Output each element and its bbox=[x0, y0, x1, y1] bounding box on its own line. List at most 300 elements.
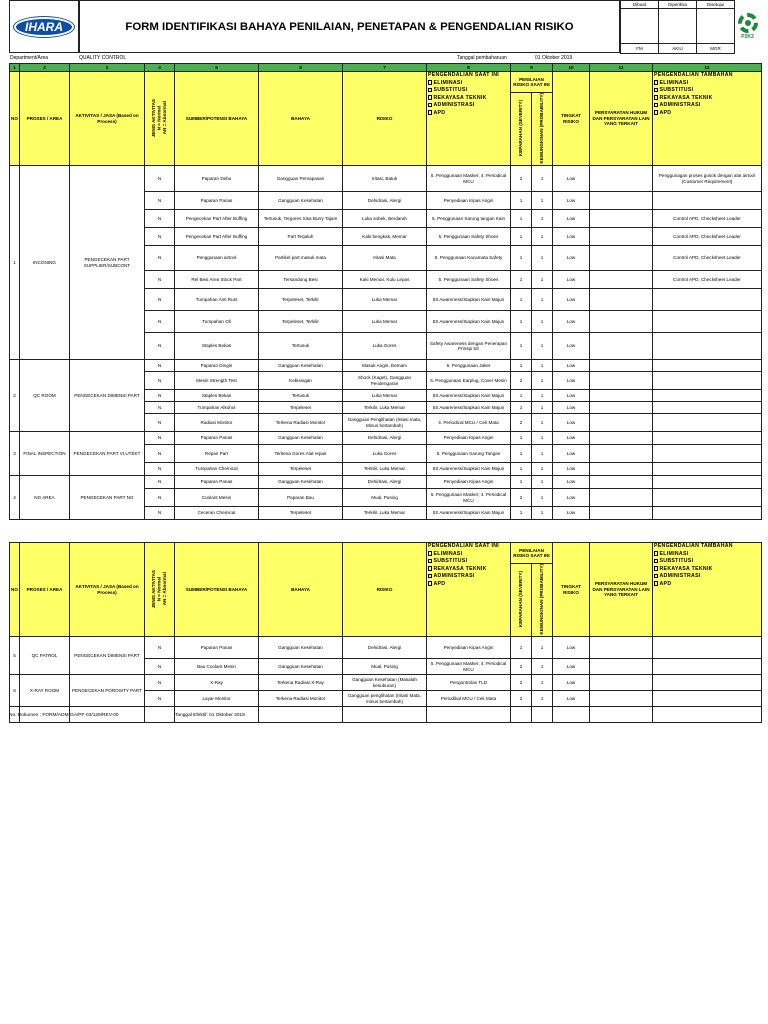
row-activity: PENGECEKAN PART NG bbox=[70, 476, 145, 520]
pengendalian-item: SUBSTITUSI bbox=[428, 87, 509, 95]
cell-kemungkinan: 1 bbox=[532, 228, 553, 246]
cell-pengendalian: 5. Penggunaan Masker; 4. Periodical MCU bbox=[427, 489, 511, 507]
col-tingkat: TINGKAT RISIKO bbox=[553, 543, 590, 637]
cell-sumber: Paparan Panas bbox=[175, 432, 259, 445]
pengendalian-item: SUBSTITUSI bbox=[428, 558, 509, 566]
row-no: 5 bbox=[10, 637, 20, 675]
cell-keparahan: 1 bbox=[511, 210, 532, 228]
cell-persyaratan bbox=[590, 445, 653, 463]
cell-kemungkinan: 1 bbox=[532, 372, 553, 390]
row-no: 4 bbox=[10, 476, 20, 520]
jenis-normal: N = Normal bbox=[156, 106, 162, 131]
cell-sumber: Ceceran Chemical bbox=[175, 507, 259, 520]
keparahan-label: KEPARAHAN (SEVERITY) bbox=[518, 100, 524, 157]
col-persyaratan: PERSYARATAN HUKUM DAN PERSYARATAN LAIN YANG TERKAIT bbox=[590, 72, 653, 166]
cell-risiko: Dehidrasi, Alergi bbox=[343, 192, 427, 210]
col-jenis bbox=[145, 72, 175, 166]
cell-tingkat: Low bbox=[553, 463, 590, 476]
cell-pengendalian: 5S Awareness/Siapkan Kain Majun bbox=[427, 311, 511, 333]
cell-tingkat: Low bbox=[553, 414, 590, 432]
cell-sumber: Tumpahan Oli bbox=[175, 311, 259, 333]
cell-jenis: N bbox=[145, 333, 175, 360]
cell-jenis: N bbox=[145, 414, 175, 432]
cell-pengendalian: 4. Periodical MCU / Cek Mata bbox=[427, 414, 511, 432]
column-number: 2 bbox=[20, 64, 70, 72]
cell-risiko: Luka Memar bbox=[343, 390, 427, 402]
cell-kemungkinan: 1 bbox=[532, 333, 553, 360]
cell-persyaratan bbox=[590, 659, 653, 675]
col-pengendalian bbox=[427, 543, 511, 637]
cell-persyaratan bbox=[590, 507, 653, 520]
col-risiko: RISIKO bbox=[343, 543, 427, 637]
table-row bbox=[10, 360, 762, 372]
row-activity: PENGECEKAN POROSITY PART bbox=[70, 675, 145, 707]
doc-number: No. Dokumen : FORM/ADM-GA/PF-03/129/REV-00 bbox=[9, 713, 119, 718]
cell-bahaya: Paparan Bau bbox=[259, 489, 343, 507]
cell-bahaya: Partikel part masuk mata bbox=[259, 246, 343, 271]
cell-keparahan: 1 bbox=[511, 246, 532, 271]
checkbox-icon bbox=[428, 559, 432, 564]
cell-sumber: Paparan Panas bbox=[175, 637, 259, 659]
cell-jenis: N bbox=[145, 489, 175, 507]
cell-bahaya: Tertusuk, Tergores Sisa Burry Tajam bbox=[259, 210, 343, 228]
col-tingkat: TINGKAT RISIKO bbox=[553, 72, 590, 166]
cell-tingkat: Low bbox=[553, 637, 590, 659]
cell-tingkat: Low bbox=[553, 489, 590, 507]
cell-risiko: Terkilir, Luka Memar bbox=[343, 402, 427, 414]
cell-sumber: Pengecekan Part After Buffing bbox=[175, 210, 259, 228]
cell-kemungkinan: 1 bbox=[532, 637, 553, 659]
cell-kemungkinan: 1 bbox=[532, 463, 553, 476]
row-no: 2 bbox=[10, 360, 20, 432]
cell-pengendalian: 5. Penggunaan Safety Shoes bbox=[427, 271, 511, 289]
department-value: QUALITY CONTROL bbox=[79, 55, 127, 61]
cell-sumber: Paparan Panas bbox=[175, 192, 259, 210]
cell-sumber: Staples Bekas bbox=[175, 333, 259, 360]
cell-sumber: Rel Besi Area Stock Part bbox=[175, 271, 259, 289]
cell-risiko: Terkilir, Luka Memar bbox=[343, 507, 427, 520]
cell-sumber: Tumpahan Anti Rust bbox=[175, 289, 259, 311]
cell-tingkat: Low bbox=[553, 476, 590, 489]
tambahan-title: PENGENDALIAN TAMBAHAN bbox=[654, 543, 733, 549]
col-tambahan bbox=[653, 72, 762, 166]
cell-persyaratan bbox=[590, 476, 653, 489]
kemungkinan-label: KEMUNGKINAN (PROBABILITY) bbox=[539, 564, 545, 635]
cell-tambahan bbox=[653, 432, 762, 445]
approval-label: Dibuat bbox=[621, 1, 659, 9]
cell-risiko: Luka Memar bbox=[343, 311, 427, 333]
cell-tambahan bbox=[653, 414, 762, 432]
pengendalian-item: APD bbox=[428, 581, 509, 589]
cell-bahaya: Gangguan Kesehatan bbox=[259, 659, 343, 675]
cell-bahaya: Terkena Radiasi X-Ray bbox=[259, 675, 343, 691]
col-pengendalian bbox=[427, 72, 511, 166]
cell-risiko: Mual, Pusing bbox=[343, 659, 427, 675]
cell-jenis: N bbox=[145, 463, 175, 476]
column-number: 1 bbox=[10, 64, 20, 72]
cell-pengendalian: Penyediaan Kipas Angin bbox=[427, 432, 511, 445]
checkbox-icon bbox=[654, 103, 658, 108]
approval-box bbox=[620, 0, 734, 53]
risk-table-1 bbox=[9, 63, 762, 520]
checkbox-icon bbox=[428, 574, 432, 579]
cell-kemungkinan: 1 bbox=[532, 691, 553, 707]
form-title: FORM IDENTIFIKASI BAHAYA PENILAIAN, PENETAPAN & PENGENDALIAN RISIKO bbox=[79, 0, 620, 53]
checkbox-icon bbox=[654, 559, 658, 564]
tambahan-item: ADMINISTRASI bbox=[654, 102, 760, 110]
cell-risiko: Dehidrasi, Alergi bbox=[343, 432, 427, 445]
approval-label: Diperiksa bbox=[659, 1, 697, 9]
cell-jenis: N bbox=[145, 311, 175, 333]
cell-sumber: Tumpahan Alkohol bbox=[175, 402, 259, 414]
empty-cell bbox=[553, 707, 590, 723]
cell-bahaya: Tertusuk bbox=[259, 333, 343, 360]
column-number: 5 bbox=[175, 64, 259, 72]
cell-pengendalian: 5S Awareness/Siapkan Kain Majun bbox=[427, 463, 511, 476]
tambahan-item: SUBSTITUSI bbox=[654, 558, 760, 566]
cell-jenis: N bbox=[145, 192, 175, 210]
cell-pengendalian: 5. Penggunaan Masker; 4. Periodical MCU bbox=[427, 166, 511, 192]
cell-tambahan bbox=[653, 333, 762, 360]
tambahan-item: APD bbox=[654, 581, 760, 589]
cell-pengendalian: 5S Awareness/Siapkan Kain Majun bbox=[427, 289, 511, 311]
cell-bahaya: Part Terjatuh bbox=[259, 228, 343, 246]
cell-jenis: N bbox=[145, 210, 175, 228]
cell-bahaya: Gangguan Kesehatan bbox=[259, 360, 343, 372]
cell-tambahan: Penggunagan proses gosok dengan alat airtool (Customer Requirement) bbox=[653, 166, 762, 192]
cell-tingkat: Low bbox=[553, 271, 590, 289]
kemungkinan-label: KEMUNGKINAN (PROBABILITY) bbox=[539, 93, 545, 164]
cell-tingkat: Low bbox=[553, 360, 590, 372]
empty-cell bbox=[653, 707, 762, 723]
cell-kemungkinan: 1 bbox=[532, 210, 553, 228]
cell-persyaratan bbox=[590, 271, 653, 289]
approval-role: FM bbox=[621, 44, 659, 54]
pengendalian-item: ADMINISTRASI bbox=[428, 573, 509, 581]
cell-tambahan bbox=[653, 675, 762, 691]
col-risiko: RISIKO bbox=[343, 72, 427, 166]
cell-pengendalian: Periodikal MCU / Cek Mata bbox=[427, 691, 511, 707]
penilaian-title: PENILAIAN RISIKO SAAT INI bbox=[511, 544, 552, 564]
col-tambahan bbox=[653, 543, 762, 637]
cell-keparahan: 2 bbox=[511, 166, 532, 192]
cell-sumber: Coolant Mesin bbox=[175, 489, 259, 507]
cell-pengendalian: Penyediaan Kipas Angin bbox=[427, 637, 511, 659]
tambahan-item: SUBSTITUSI bbox=[654, 87, 760, 95]
cell-sumber: Pengecekan Part After Buffing bbox=[175, 228, 259, 246]
col-sumber: SUMBER/POTENSI BAHAYA bbox=[175, 72, 259, 166]
cell-pengendalian: 5. Penggunaan Sarung tangan Kain bbox=[427, 210, 511, 228]
col-proses: PROSES / AREA bbox=[20, 543, 70, 637]
pengendalian-item: ADMINISTRASI bbox=[428, 102, 509, 110]
cell-bahaya: Terkena Radiasi Monitor bbox=[259, 414, 343, 432]
cell-pengendalian: 5. Penggunaan Earplug, Cover Mesin bbox=[427, 372, 511, 390]
col-aktivitas: AKTIVITAS / JASA (Based on Process) bbox=[70, 72, 145, 166]
cell-risiko: Kaki Memar, Kulu Lepas bbox=[343, 271, 427, 289]
checkbox-icon bbox=[428, 88, 432, 93]
penilaian-title: PENILAIAN RISIKO SAAT INI bbox=[511, 73, 552, 93]
cell-tingkat: Low bbox=[553, 289, 590, 311]
cell-sumber: Paparan Dingin bbox=[175, 360, 259, 372]
cell-risiko: Kaki bengkak, Memar bbox=[343, 228, 427, 246]
cell-jenis: N bbox=[145, 228, 175, 246]
ihara-logo bbox=[9, 0, 79, 53]
approval-role: AKIU bbox=[659, 44, 697, 54]
cell-risiko: Shock (Kaget), Gangguan Pendengaran bbox=[343, 372, 427, 390]
cell-tingkat: Low bbox=[553, 432, 590, 445]
col-bahaya: BAHAYA bbox=[259, 72, 343, 166]
cell-keparahan: 1 bbox=[511, 333, 532, 360]
cell-tambahan bbox=[653, 507, 762, 520]
cell-bahaya: Terpeleset, Terkilir bbox=[259, 311, 343, 333]
col-penilaian bbox=[511, 72, 553, 166]
cell-tingkat: Low bbox=[553, 691, 590, 707]
jenis-title: JENIS AKTIVITAS bbox=[151, 570, 157, 609]
row-no: 6 bbox=[10, 675, 20, 707]
col-sumber: SUMBER/POTENSI BAHAYA bbox=[175, 543, 259, 637]
empty-cell bbox=[511, 707, 532, 723]
empty-cell bbox=[145, 707, 175, 723]
cell-persyaratan bbox=[590, 166, 653, 192]
cell-sumber: Staples Bekas bbox=[175, 390, 259, 402]
ihara-logo-mark: IHARA bbox=[14, 17, 74, 37]
column-number: 3 bbox=[70, 64, 145, 72]
cell-pengendalian: 5S Awareness/Siapkan Kain Majun bbox=[427, 390, 511, 402]
cell-persyaratan bbox=[590, 414, 653, 432]
checkbox-icon bbox=[428, 566, 432, 571]
cell-risiko: Terkilir, Luka Memar bbox=[343, 463, 427, 476]
cell-persyaratan bbox=[590, 691, 653, 707]
row-no: 1 bbox=[10, 166, 20, 360]
cell-persyaratan bbox=[590, 210, 653, 228]
row-no: 3 bbox=[10, 432, 20, 476]
cell-pengendalian: 5. Penggunaan Masker; 4. Periodical MCU bbox=[427, 659, 511, 675]
cell-risiko: Dehidrasi, Alergi bbox=[343, 637, 427, 659]
col-penilaian bbox=[511, 543, 553, 637]
cell-keparahan: 2 bbox=[511, 372, 532, 390]
checkbox-icon bbox=[654, 110, 658, 115]
cell-jenis: N bbox=[145, 432, 175, 445]
checkbox-icon bbox=[654, 95, 658, 100]
cell-jenis: N bbox=[145, 659, 175, 675]
cell-bahaya: Terpeleset bbox=[259, 402, 343, 414]
cell-tingkat: Low bbox=[553, 675, 590, 691]
column-number: 10 bbox=[553, 64, 590, 72]
pengendalian-title: PENGENDALIAN SAAT INI bbox=[428, 543, 500, 549]
cell-tingkat: Low bbox=[553, 246, 590, 271]
cell-persyaratan bbox=[590, 432, 653, 445]
column-number: 8 bbox=[427, 64, 511, 72]
table-row bbox=[10, 707, 762, 723]
cell-kemungkinan: 1 bbox=[532, 507, 553, 520]
updated-value: 01 Oktober 2019 bbox=[535, 55, 573, 61]
cell-jenis: N bbox=[145, 691, 175, 707]
k3-logo bbox=[734, 0, 761, 53]
cell-tambahan bbox=[653, 445, 762, 463]
tambahan-item: REKAYASA TEKNIK bbox=[654, 95, 760, 103]
cell-bahaya: Terpeleset bbox=[259, 463, 343, 476]
cell-tambahan bbox=[653, 360, 762, 372]
cell-keparahan: 1 bbox=[511, 637, 532, 659]
cell-keparahan: 1 bbox=[511, 360, 532, 372]
empty-cell bbox=[532, 707, 553, 723]
cell-keparahan: 1 bbox=[511, 228, 532, 246]
row-activity: PENGECEKAN PART VI,UTEKT bbox=[70, 432, 145, 476]
cell-sumber: Layar Monitor bbox=[175, 691, 259, 707]
cell-jenis: N bbox=[145, 476, 175, 489]
cell-tambahan bbox=[653, 476, 762, 489]
meta-row bbox=[9, 55, 761, 63]
approval-label: Disetujui bbox=[697, 1, 735, 9]
checkbox-icon bbox=[654, 574, 658, 579]
cell-jenis: N bbox=[145, 246, 175, 271]
jenis-normal: N = Normal bbox=[156, 577, 162, 602]
cell-tambahan bbox=[653, 192, 762, 210]
signature-cell bbox=[697, 9, 735, 44]
checkbox-icon bbox=[654, 581, 658, 586]
cell-bahaya: Terkena Gores Alat repair bbox=[259, 445, 343, 463]
cell-tambahan bbox=[653, 637, 762, 659]
cell-tambahan bbox=[653, 691, 762, 707]
cell-risiko: Gangguan Penglihatan (Iritasi mata, Minus bertambah) bbox=[343, 414, 427, 432]
cell-tambahan bbox=[653, 402, 762, 414]
empty-cell bbox=[590, 707, 653, 723]
cell-pengendalian: 5. Penggunaan Jaket bbox=[427, 360, 511, 372]
pengendalian-item: REKAYASA TEKNIK bbox=[428, 95, 509, 103]
cell-persyaratan bbox=[590, 289, 653, 311]
cell-sumber: Mesin Strength Test bbox=[175, 372, 259, 390]
cell-kemungkinan: 1 bbox=[532, 360, 553, 372]
cell-tambahan: Control APD, Checksheet Leader bbox=[653, 228, 762, 246]
cell-persyaratan bbox=[590, 402, 653, 414]
cell-persyaratan bbox=[590, 192, 653, 210]
cell-risiko: Luka sobek, Berdarah bbox=[343, 210, 427, 228]
department-label: Department/Area bbox=[10, 55, 49, 61]
cell-pengendalian: 5. Penggunaan Kacamata Safety bbox=[427, 246, 511, 271]
pengendalian-title: PENGENDALIAN SAAT INI bbox=[428, 72, 500, 78]
cell-pengendalian: Penyediaan Kipas Angin bbox=[427, 192, 511, 210]
cell-risiko: Mual, Pusing bbox=[343, 489, 427, 507]
cell-tingkat: Low bbox=[553, 659, 590, 675]
cell-kemungkinan: 1 bbox=[532, 432, 553, 445]
cell-bahaya: Terpeleset, Terkilir bbox=[259, 289, 343, 311]
cell-persyaratan bbox=[590, 637, 653, 659]
cell-tambahan bbox=[653, 311, 762, 333]
cell-tingkat: Low bbox=[553, 210, 590, 228]
cell-jenis: N bbox=[145, 637, 175, 659]
cell-risiko: Iritasi Mata bbox=[343, 246, 427, 271]
row-area: FINAL INSPECTION bbox=[20, 432, 70, 476]
cell-kemungkinan: 1 bbox=[532, 675, 553, 691]
cell-keparahan: 1 bbox=[511, 390, 532, 402]
row-activity: PENGECEKAN DIMENSI PART bbox=[70, 637, 145, 675]
checkbox-icon bbox=[428, 551, 432, 556]
empty-cell bbox=[259, 707, 343, 723]
cell-tingkat: Low bbox=[553, 333, 590, 360]
cell-persyaratan bbox=[590, 390, 653, 402]
table-row bbox=[10, 675, 762, 691]
cell-kemungkinan: 1 bbox=[532, 402, 553, 414]
cell-sumber: X-Ray bbox=[175, 675, 259, 691]
cell-pengendalian: Penyediaan Kipas Angin bbox=[427, 476, 511, 489]
cell-tingkat: Low bbox=[553, 192, 590, 210]
cell-tambahan: Control APD, Checksheet Leader bbox=[653, 246, 762, 271]
cell-kemungkinan: 1 bbox=[532, 289, 553, 311]
cell-sumber: Penggunaan airtool bbox=[175, 246, 259, 271]
cell-tambahan bbox=[653, 372, 762, 390]
pengendalian-item: REKAYASA TEKNIK bbox=[428, 566, 509, 574]
cell-sumber: Tumpahan Chemical bbox=[175, 463, 259, 476]
cell-jenis: N bbox=[145, 445, 175, 463]
cell-jenis: N bbox=[145, 271, 175, 289]
cell-tingkat: Low bbox=[553, 445, 590, 463]
cell-tambahan bbox=[653, 463, 762, 476]
cell-persyaratan bbox=[590, 311, 653, 333]
cell-persyaratan bbox=[590, 463, 653, 476]
cell-bahaya: Kebisingan bbox=[259, 372, 343, 390]
checkbox-icon bbox=[654, 88, 658, 93]
cell-kemungkinan: 1 bbox=[532, 489, 553, 507]
cell-pengendalian: 5. Penggunaan Sarung Tangan bbox=[427, 445, 511, 463]
col-no: NO bbox=[10, 543, 20, 637]
row-area: QC PATROL bbox=[20, 637, 70, 675]
cell-keparahan: 2 bbox=[511, 489, 532, 507]
cell-bahaya: Tertusuk bbox=[259, 390, 343, 402]
jenis-abnormal: AN = Abnormal bbox=[162, 101, 168, 136]
cell-risiko: Masuk Angin, Demam bbox=[343, 360, 427, 372]
cell-keparahan: 1 bbox=[511, 463, 532, 476]
cell-risiko: Luka Gores bbox=[343, 445, 427, 463]
cell-sumber: Paparan Panas bbox=[175, 476, 259, 489]
column-number: 7 bbox=[343, 64, 427, 72]
cell-keparahan: 1 bbox=[511, 445, 532, 463]
checkbox-icon bbox=[654, 551, 658, 556]
checkbox-icon bbox=[654, 80, 658, 85]
checkbox-icon bbox=[428, 581, 432, 586]
row-area: NG AREA bbox=[20, 476, 70, 520]
cell-bahaya: Tersandung Besi bbox=[259, 271, 343, 289]
cell-sumber: Bau Coolant Mesin bbox=[175, 659, 259, 675]
cell-kemungkinan: 1 bbox=[532, 311, 553, 333]
col-persyaratan: PERSYARATAN HUKUM DAN PERSYARATAN LAIN YANG TERKAIT bbox=[590, 543, 653, 637]
tambahan-item: APD bbox=[654, 110, 760, 118]
jenis-title: JENIS AKTIVITAS bbox=[151, 99, 157, 138]
cell-pengendalian: Pengontrolan TLD bbox=[427, 675, 511, 691]
cell-risiko: Iritasi, Batuk bbox=[343, 166, 427, 192]
cell-tingkat: Low bbox=[553, 311, 590, 333]
empty-cell bbox=[427, 707, 511, 723]
tambahan-item: ELIMINASI bbox=[654, 80, 760, 88]
cell-kemungkinan: 1 bbox=[532, 246, 553, 271]
cell-tingkat: Low bbox=[553, 507, 590, 520]
cell-persyaratan bbox=[590, 228, 653, 246]
col-jenis bbox=[145, 543, 175, 637]
cell-tingkat: Low bbox=[553, 372, 590, 390]
cell-tingkat: Low bbox=[553, 166, 590, 192]
cell-sumber: Repair Part bbox=[175, 445, 259, 463]
cell-persyaratan bbox=[590, 333, 653, 360]
column-number: 4 bbox=[145, 64, 175, 72]
updated-label: Tanggal pembaharuan bbox=[457, 55, 507, 61]
tambahan-title: PENGENDALIAN TAMBAHAN bbox=[654, 72, 733, 78]
table-row bbox=[10, 432, 762, 445]
signature-cell bbox=[621, 9, 659, 44]
pengendalian-item: APD bbox=[428, 110, 509, 118]
cell-tambahan bbox=[653, 489, 762, 507]
cell-persyaratan bbox=[590, 675, 653, 691]
column-number: 11 bbox=[590, 64, 653, 72]
cell-tingkat: Low bbox=[553, 390, 590, 402]
